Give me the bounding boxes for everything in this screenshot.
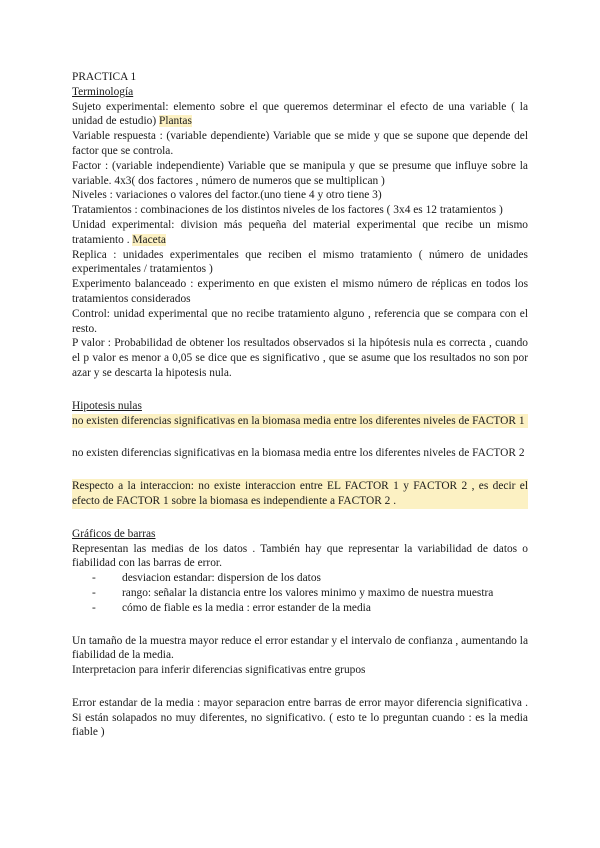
term-control: Control: unidad experimental que no recibe tratamiento alguno , referencia que se compara con el resto. xyxy=(72,307,528,335)
hypothesis-1: no existen diferencias significativas en la biomasa media entre los diferentes niveles de FACTOR 1 xyxy=(72,414,528,429)
term-tratamientos: Tratamientos : combinaciones de los distintos niveles de los factores ( 3x4 es 12 tratamientos ) xyxy=(72,204,503,217)
list-item: - rango: señalar la distancia entre los valores minimo y maximo de nuestra muestra xyxy=(92,586,528,601)
term-text: Sujeto experimental: elemento sobre el que queremos determinar el efecto de una variable ( la unidad de estudio) xyxy=(72,100,528,128)
list-item: - cómo de fiable es la media : error estander de la media xyxy=(92,601,528,616)
bars-intro: Representan las medias de los datos . También hay que representar la variabilidad de datos o fiabilidad con las barras de error. xyxy=(72,542,528,570)
term-highlight: Plantas xyxy=(159,115,192,128)
term-highlight: Maceta xyxy=(132,233,166,246)
term-replica: Replica : unidades experimentales que reciben el mismo tratamiento ( número de unidades experimentales / tratamientos ) xyxy=(72,248,528,276)
term-unidad-experimental xyxy=(72,218,528,248)
interaction-note: Respecto a la interaccion: no existe interaccion entre EL FACTOR 1 y FACTOR 2 , es decir el efecto de FACTOR 1 sobre la biomasa es independiente a FACTOR 2 . xyxy=(72,480,528,507)
bars-heading: Gráficos de barras xyxy=(72,527,156,540)
terminology-heading: Terminología xyxy=(72,85,134,98)
list-item: - desviacion estandar: dispersion de los datos xyxy=(92,571,528,586)
term-experimento-balanceado: Experimento balanceado : experimento en que existen el mismo número de réplicas en todos los tratamientos considerados xyxy=(72,278,528,305)
term-niveles: Niveles : variaciones o valores del factor.(uno tiene 4 y otro tiene 3) xyxy=(72,189,382,202)
hypothesis-2: no existen diferencias significativas en la biomasa media entre los diferentes niveles de FACTOR 2 xyxy=(72,447,525,460)
term-p-valor: P valor : Probabilidad de obtener los resultados observados si la hipótesis nula es correcta , cuando el p valor es menor a 0,05 se dice que es significativo , que se asume que los resultados no son por azar y se descarta la hipotesis nula. xyxy=(72,337,528,379)
term-sujeto xyxy=(72,100,528,130)
hypothesis-heading: Hipotesis nulas xyxy=(72,399,142,412)
page-title: PRACTICA 1 xyxy=(72,71,137,83)
bullet-list xyxy=(72,571,528,615)
term-text: Unidad experimental: division más pequeña del material experimental que recibe un mismo tratamiento . xyxy=(72,218,528,246)
error-note: Error estandar de la media : mayor separacion entre barras de error mayor diferencia significativa . Si están solapados no muy diferentes, no significativo. ( esto te lo preguntan cuando : es la media fiable ) xyxy=(72,696,528,739)
sample-note: Un tamaño de la muestra mayor reduce el error estandar y el intervalo de confianza , aumentando la fiabilidad de la media. xyxy=(72,634,528,662)
term-variable-respuesta: Variable respuesta : (variable dependiente) Variable que se mide y que se supone que depende del factor que se controla. xyxy=(72,130,528,157)
term-factor: Factor : (variable independiente) Variable que se manipula y que se presume que influye sobre la variable. 4x3( dos factores , número de numeros que se multiplican ) xyxy=(72,159,528,187)
interpretation-note: Interpretacion para inferir diferencias significativas entre grupos xyxy=(72,664,366,677)
